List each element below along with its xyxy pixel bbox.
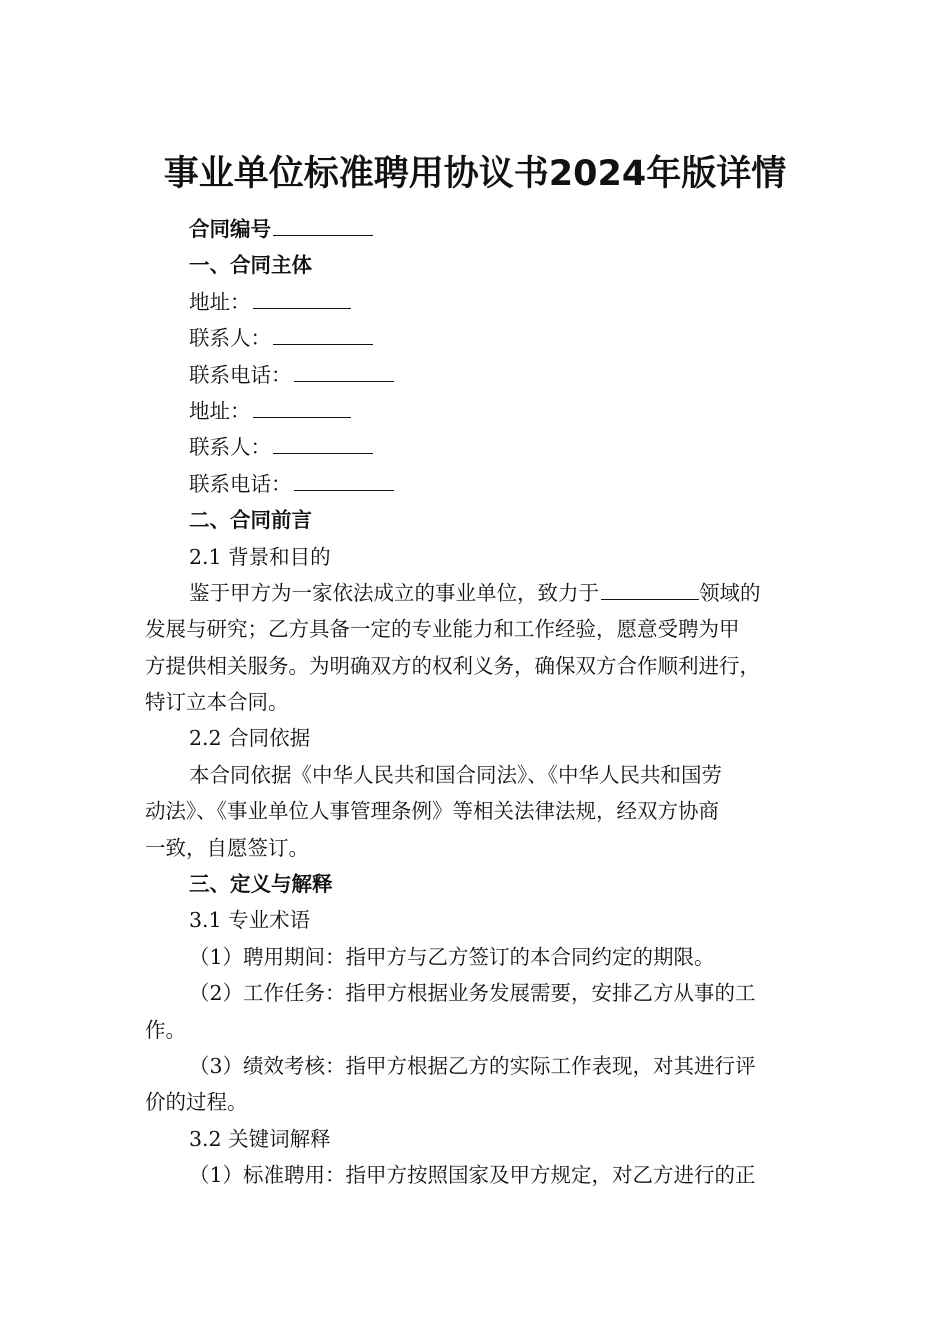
list-item: （1）聘用期间：指甲方与乙方签订的本合同约定的期限。 [189, 944, 715, 969]
section-heading-preamble: 二、合同前言 [189, 508, 312, 533]
party-a-contact-blank [273, 320, 373, 345]
paragraph-text: 领域的 [699, 580, 761, 605]
party-b-address [145, 393, 825, 429]
contract-number-line [145, 211, 825, 247]
paragraph-line: 本合同依据《中华人民共和国合同法》、《中华人民共和国劳 [189, 762, 722, 787]
party-b-phone-label: 联系电话： [189, 471, 292, 496]
paragraph-line: 特订立本合同。 [145, 690, 289, 715]
paragraph-text: 鉴于甲方为一家依法成立的事业单位，致力于 [189, 580, 599, 605]
section-heading-parties: 一、合同主体 [189, 253, 312, 278]
paragraph-line [145, 575, 825, 611]
list-item: （2）工作任务：指甲方根据业务发展需要，安排乙方从事的工 [189, 981, 756, 1006]
subsection-title-background: 2.1 背景和目的 [189, 544, 331, 569]
party-a-phone [145, 357, 825, 393]
contract-number-blank [273, 211, 373, 236]
party-a-address [145, 284, 825, 320]
contract-number-label: 合同编号 [189, 217, 271, 241]
party-b-phone [145, 466, 825, 502]
list-item-continuation: 价的过程。 [145, 1090, 248, 1115]
paragraph-line: 一致，自愿签订。 [145, 835, 309, 860]
list-item-continuation: 作。 [145, 1017, 186, 1042]
section-heading-definitions: 三、定义与解释 [189, 872, 333, 897]
page-title: 事业单位标准聘用协议书2024年版详情 [163, 154, 787, 194]
party-a-address-blank [253, 284, 351, 309]
paragraph-line: 动法》、《事业单位人事管理条例》等相关法律法规，经双方协商 [145, 799, 719, 824]
subsection-title-basis: 2.2 合同依据 [189, 726, 311, 751]
party-b-address-label: 地址： [189, 398, 251, 423]
party-a-address-label: 地址： [189, 289, 251, 314]
party-a-phone-label: 联系电话： [189, 362, 292, 387]
party-b-contact-label: 联系人： [189, 435, 271, 460]
field-blank [601, 575, 699, 600]
subsection-title-keywords: 3.2 关键词解释 [189, 1126, 331, 1151]
party-b-phone-blank [294, 466, 394, 491]
subsection-title-terms: 3.1 专业术语 [189, 908, 311, 933]
party-a-contact-label: 联系人： [189, 326, 271, 351]
party-a-phone-blank [294, 357, 394, 382]
paragraph-line: 方提供相关服务。为明确双方的权利义务，确保双方合作顺利进行， [145, 653, 760, 678]
party-a-contact [145, 320, 825, 356]
party-b-contact [145, 429, 825, 465]
paragraph-line: 发展与研究；乙方具备一定的专业能力和工作经验，愿意受聘为甲 [145, 617, 740, 642]
document-body [145, 211, 825, 1194]
list-item: （1）标准聘用：指甲方按照国家及甲方规定，对乙方进行的正 [189, 1163, 756, 1188]
party-b-contact-blank [273, 429, 373, 454]
party-b-address-blank [253, 393, 351, 418]
list-item: （3）绩效考核：指甲方根据乙方的实际工作表现，对其进行评 [189, 1053, 756, 1078]
